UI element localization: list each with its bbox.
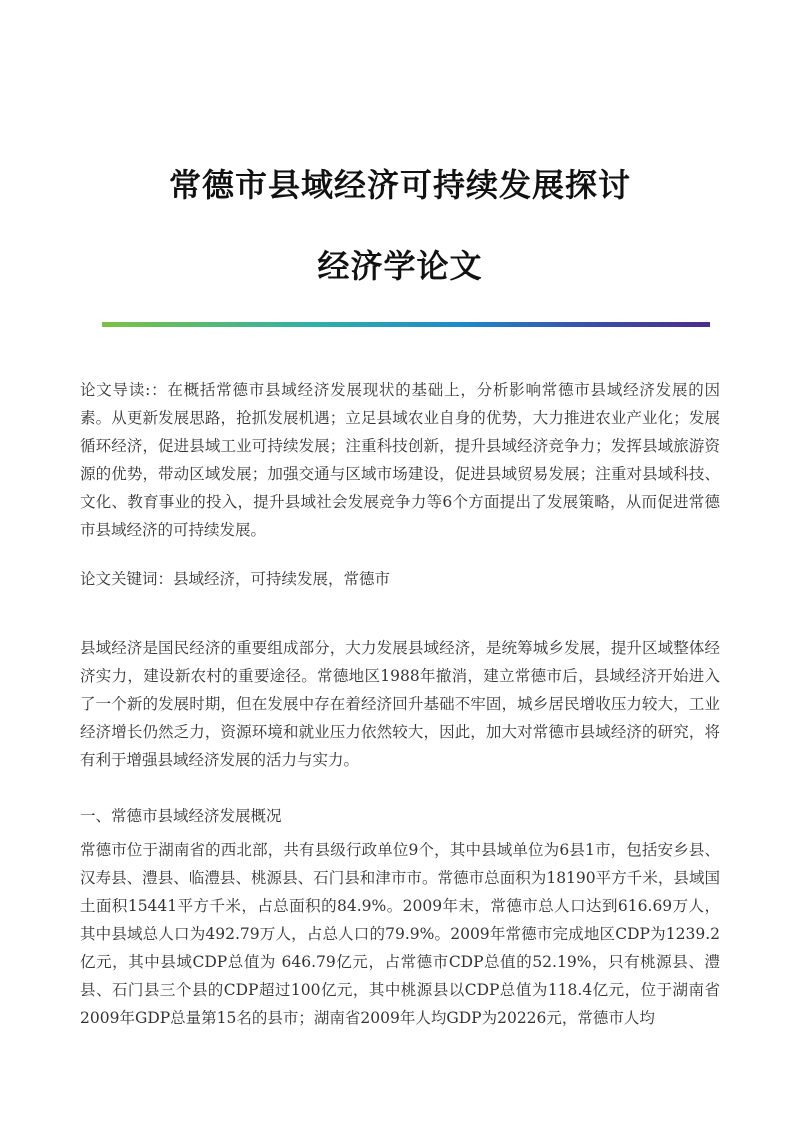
abstract-text: 论文导读:：在概括常德市县域经济发展现状的基础上，分析影响常德市县域经济发展的因素。从更新发展思路，抢抓发展机遇；立足县域农业自身的优势，大力推进农业产业化；发展循环经济，促进县域工业可持续发展；注重科技创新，提升县域经济竞争力；发挥县域旅游资源的优势，带动区域发展；加强交通与区域市场建设，促进县域贸易发展；注重对县域科技、文化、教育事业的投入，提升县域社会发展竞争力等6个方面提出了发展策略，从而促进常德市县域经济的可持续发展。 [80,381,720,539]
keywords-paragraph [80,565,720,593]
keywords-text: 论文关键词：县域经济，可持续发展，常德市 [80,570,391,588]
section-body-text: 常德市位于湖南省的西北部，共有县级行政单位9个，其中县域单位为6县1市，包括安乡县、汉寿县、澧县、临澧县、桃源县、石门县和津市市。常德市总面积为18190平方千米，县域国土面积15441平方千米，占总面积的84.9%。2009年末，常德市总人口达到616.69万人，其中县域总人口为492.79万人，占总人口的79.9%。2009年常德市完成地区CDP为1239.2亿元，其中县域CDP总值为 646.79亿元，占常德市CDP总值的52.19%，只有桃源县、澧县、石门县三个县的CDP超过100亿元，其中桃源县以CDP总值为118.4亿元，位于湖南省2009年GDP总量第15名的县市；湖南省2009年人均GDP为20226元，常德市人均 [80,841,720,1027]
section-heading-text: 一、常德市县域经济发展概况 [80,807,282,825]
intro-text: 县域经济是国民经济的重要组成部分，大力发展县域经济，是统筹城乡发展，提升区域整体经济实力，建设新农村的重要途径。常德地区1988年撤消，建立常德市后，县域经济开始进入了一个新的发展时期，但在发展中存在着经济回升基础不牢固，城乡居民增收压力较大，工业经济增长仍然乏力，资源环境和就业压力依然较大，因此，加大对常德市县域经济的研究，将有利于增强县域经济发展的活力与实力。 [80,639,720,769]
intro-paragraph [80,634,720,774]
title-divider [102,322,710,327]
section-heading [80,802,720,830]
abstract-paragraph [80,376,720,544]
document-subtitle: 经济学论文 [317,247,483,285]
section-body-paragraph [80,836,720,1032]
document-title: 常德市县域经济可持续发展探讨 [168,166,631,204]
